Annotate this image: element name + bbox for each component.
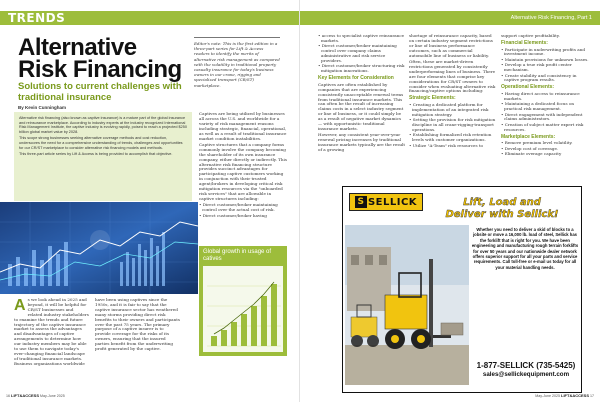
editor-note: [194, 37, 280, 88]
bullet-item: • Establishing formalized risk retention levels with customer organizations.: [409, 133, 497, 143]
body-text: s we look ahead in 2025 and beyond, it will be helpful for CR/ST businesses and related industry stakeholders to examine the trends and future trajectory of the captive insurance market to assess the advantages and disadvantages of captive arrangements to determine how our industry members may be able to use them to navigate today's ever-changing financial landscape of traditional insurance markets. Business organizations worldwide: [14, 297, 89, 366]
bullet-item: • Direct customer/broker maintaining control over the actual cost of risk.: [199, 203, 287, 213]
ad-slogan: [427, 197, 577, 221]
logo-text: SELLICK: [367, 196, 418, 208]
slogan-line-2: Deliver with Sellick!: [445, 209, 559, 220]
bullet-item: • Direct engagement with independent claims administrators.: [501, 113, 589, 123]
intro-paragraph: Alternative risk financing (also known as captive insurance) is a mature part of the global insurance and reinsurance marketplace. According to industry experts at the industry recognized International Risk Management Institute, the captive industry is evolving rapidly, poised to reach a projected $250 billion global market value by 2028.: [19, 116, 187, 134]
body-column-2: [95, 298, 180, 352]
section-label: TRENDS: [8, 11, 66, 25]
bullet-item: • Utilize "A-Team" risk resources to: [409, 144, 497, 149]
body-paragraph: Captives are being utilized by businesses all across the U.S. and worldwide for a variety of risk management reasons including strategic, financial, operational, as well as a result of traditional insurance market condition instabilities.: [199, 111, 287, 141]
issue-date: May-June 2025: [535, 394, 560, 398]
bullet-item: • Having direct access to reinsurance markets.: [501, 92, 589, 102]
bullet-item: • Develop cost of coverage.: [501, 147, 589, 152]
title-line-2: Risk Financing: [18, 56, 182, 83]
drop-cap: A: [14, 297, 26, 314]
bullet-item: • Create stability and consistency in captive program results.: [501, 74, 589, 84]
ad-phone-number[interactable]: 1-877-SELLICK (735-5425): [476, 361, 576, 370]
bullet-item: • Creating a dedicated platform for implementation of an integrated risk mitigation strategy.: [409, 103, 497, 118]
body-paragraph: support captive profitability.: [501, 33, 560, 38]
bullet-list: [501, 48, 589, 84]
divider: [194, 37, 280, 38]
page-footer: [6, 393, 65, 398]
sellick-advertisement[interactable]: [342, 186, 582, 393]
title-line-1: Alternative: [18, 34, 137, 61]
section-heading: Key Elements for Consideration: [318, 75, 394, 82]
intro-paragraph: This three-part article series by Lift & Access is being provided to accomplish that objective.: [19, 152, 173, 157]
body-column-3: [199, 112, 287, 219]
bullet-item: • Maintain provisions for unknown losses.: [501, 58, 589, 63]
section-heading: Operational Elements:: [501, 84, 555, 91]
bullet-item: • Participate in underwriting profits and investment income.: [501, 48, 589, 58]
body-column-4: [318, 34, 406, 155]
bullet-list: [409, 103, 497, 149]
bullet-item: • Direct customer/broker having: [199, 214, 287, 219]
bullet-item: • Maintaining a dedicated focus on practical risk management.: [501, 102, 589, 112]
page-number: 16: [6, 394, 10, 398]
bullet-item: • Remove premium level volatility.: [501, 141, 589, 146]
right-page: [300, 0, 600, 402]
editor-note-text: Editor's note: This is the first edition in a three-part series for Lift & Access readers to identify the merits of alternative risk management as compared with the volatility in traditional property casualty insurance for today's business owners in our crane, rigging and specialized transport (CR/ST) marketplace.: [194, 41, 280, 88]
logo-initial: S: [355, 196, 367, 208]
growth-chart-box: [199, 246, 287, 356]
section-header-bar: [0, 11, 300, 25]
bullet-list: [318, 34, 406, 74]
article-subtitle: Solutions to current challenges with traditional insurance: [18, 81, 182, 103]
forklift-photo: [345, 225, 469, 385]
article-title: [18, 34, 188, 83]
section-heading: Strategic Elements:: [409, 95, 456, 102]
running-head: Alternative Risk Financing, Part 1: [510, 15, 592, 21]
bullet-item: • Direct customer/broker maintaining control over company claims administrative and risk service providers.: [318, 44, 406, 64]
intro-box: [14, 112, 192, 201]
section-heading: Financial Elements:: [501, 39, 548, 46]
bullet-list: [199, 203, 287, 218]
issue-date: May-June 2025: [40, 394, 65, 398]
body-paragraph: Captives are often established by companies that are experiencing consistently unacceptable renewal terms from traditional insurance markets. This can often be the result of increasing claims costs in a select industry segment or line of business, or it could simply be as a result of negative market dynamics — with opportunistic traditional insurance markets.: [318, 81, 404, 131]
bullet-item: • Setting the provision for risk mitigation discipline in all crane-rigging-transport operations.: [409, 118, 497, 133]
bullet-list: [501, 141, 589, 157]
bullet-item: • Eliminate overage capacity: [501, 152, 589, 157]
body-text: have been using captives since the 1950s, and it is fair to say that the captive insurance sector has weathered many storms providing direct risk benefits to their owners and participants over the past 75 years. The primary purpose of a captive insurer is to provide coverage for the risks of its owners, ensuring that the insured parties benefit from the underwriting profit generated by the captive.: [95, 297, 180, 352]
magazine-brand: LIFT&ACCESS: [11, 393, 39, 398]
finance-graphic-image: [0, 202, 198, 294]
page-number: 17: [590, 394, 594, 398]
bullet-item: • Direct customer/broker structuring risk mitigation innovations.: [318, 64, 406, 74]
bullet-item: • Creation of subject matter expert risk resources.: [501, 123, 589, 133]
ad-paragraph: Whether you need to deliver a skid of blocks to a jobsite or move a 16,000 lb. load of steel, Sellick has the forklift that is right for you. We have been engineering and manufacturing rough terrain forklifts for over 50 years and our nationwide dealer network offers superior support for all your parts and service requirements. Call toll-free or e-mail us today for all your material handling needs.: [471, 227, 579, 270]
body-paragraph: shortage of reinsurance capacity, based on certain industry segment restrictions or line of business performance outcomes, such as commercial automobile line of business or liability.: [409, 33, 493, 58]
slogan-line-1: Lift, Load and: [463, 197, 541, 208]
body-paragraph: Captive structures that a company forms commonly involve the company becoming the shareholder of its own insurance company, either directly or indirectly. This alternative risk financing structure provides succinct advantages for participating captive customers working in conjunction with their trusted agent/brokers in developing critical risk mitigation resources via the "onboarded risk services" that are allowable in captive structures including:: [199, 141, 287, 201]
growth-chart-graphic: [203, 266, 283, 352]
body-paragraph: However, any consistent year-over-year renewal pricing increases by traditional insurance markets typically are the result of a growing: [318, 132, 406, 153]
chart-title: Global growth in usage of catives: [203, 249, 272, 262]
ad-email-link[interactable]: sales@sellickequipment.com: [482, 371, 570, 378]
bullet-list: [501, 92, 589, 133]
section-heading: Marketplace Elements:: [501, 133, 556, 140]
body-paragraph: Often, these are market-driven restrictions generated by consistently underperforming lines of business. There are four elements that comprise key considerations for CR/ST owners to consider when evaluating alternative risk financing/captive options including:: [409, 59, 496, 94]
body-column-5: [409, 34, 497, 149]
page-footer: [535, 393, 594, 398]
intro-paragraph: This scope strong businesses seeking alternative coverage methods and cost reduction, underscores the need for a comprehensive understanding of trends, challenges and opportunities for our CR/ST marketplace to consider alternative risk financing models and methods.: [19, 136, 183, 150]
bullet-item: • access to specialist captive reinsurance markets.: [318, 34, 406, 44]
magazine-brand: LIFT&ACCESS: [561, 393, 589, 398]
bullet-item: • Develop a true risk profit center mechanism.: [501, 63, 589, 73]
body-column-1: [14, 298, 89, 367]
ad-copy: [471, 227, 579, 274]
byline: By Kevin Cunningham: [18, 105, 67, 110]
running-header-bar: [300, 11, 600, 25]
body-column-6: [501, 34, 589, 158]
sellick-logo: [349, 193, 423, 211]
